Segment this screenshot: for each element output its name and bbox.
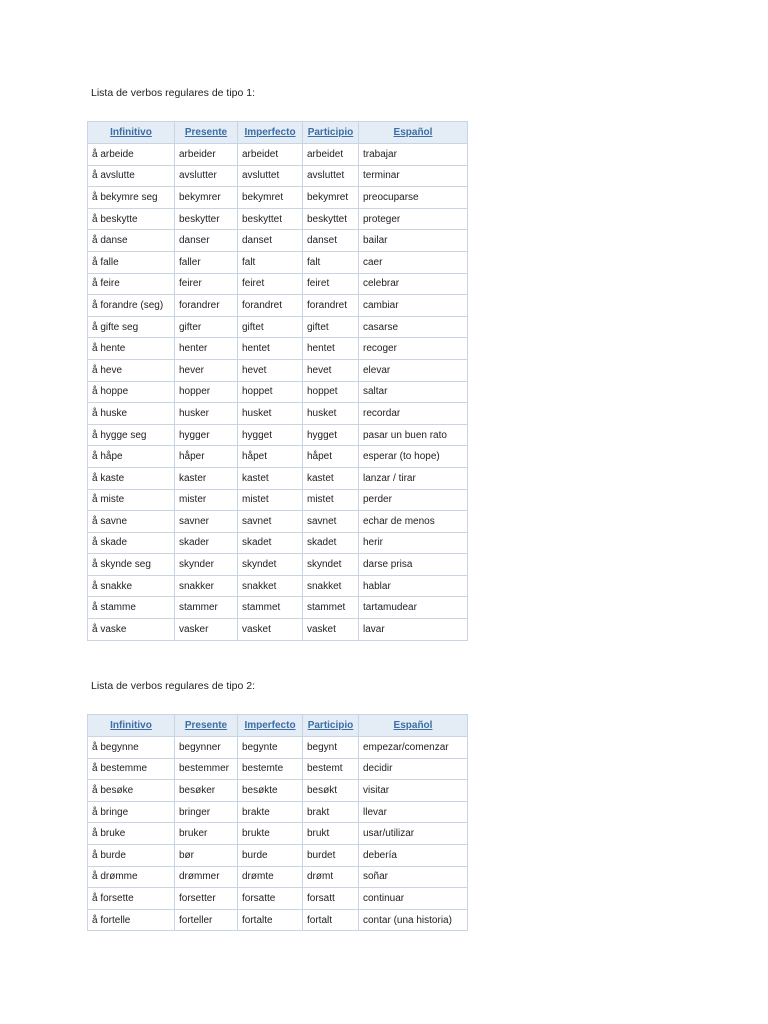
column-header-participio: Participio xyxy=(303,715,359,737)
cell-presente: skader xyxy=(175,532,238,554)
cell-participio: håpet xyxy=(303,446,359,468)
cell-infinitivo: å huske xyxy=(88,403,175,425)
cell-espanol: recordar xyxy=(359,403,468,425)
cell-espanol: proteger xyxy=(359,208,468,230)
cell-imperfecto: hoppet xyxy=(238,381,303,403)
table2-title: Lista de verbos regulares de tipo 2: xyxy=(91,680,256,692)
cell-participio: skyndet xyxy=(303,554,359,576)
cell-participio: brakt xyxy=(303,801,359,823)
cell-participio: snakket xyxy=(303,575,359,597)
cell-imperfecto: hentet xyxy=(238,338,303,360)
cell-participio: besøkt xyxy=(303,780,359,802)
cell-participio: hoppet xyxy=(303,381,359,403)
cell-espanol: preocuparse xyxy=(359,187,468,209)
cell-imperfecto: mistet xyxy=(238,489,303,511)
table-row xyxy=(88,295,468,317)
table-row xyxy=(88,144,468,166)
cell-participio: forsatt xyxy=(303,888,359,910)
cell-infinitivo: å danse xyxy=(88,230,175,252)
table-row xyxy=(88,737,468,759)
cell-participio: feiret xyxy=(303,273,359,295)
cell-espanol: celebrar xyxy=(359,273,468,295)
cell-infinitivo: å drømme xyxy=(88,866,175,888)
cell-espanol: lanzar / tirar xyxy=(359,467,468,489)
cell-participio: bestemt xyxy=(303,758,359,780)
cell-infinitivo: å snakke xyxy=(88,575,175,597)
cell-infinitivo: å forsette xyxy=(88,888,175,910)
cell-infinitivo: å miste xyxy=(88,489,175,511)
cell-espanol: visitar xyxy=(359,780,468,802)
cell-infinitivo: å hoppe xyxy=(88,381,175,403)
table-row xyxy=(88,866,468,888)
table-row xyxy=(88,251,468,273)
cell-presente: savner xyxy=(175,511,238,533)
cell-infinitivo: å vaske xyxy=(88,619,175,641)
table-row xyxy=(88,446,468,468)
table-row xyxy=(88,467,468,489)
cell-presente: forsetter xyxy=(175,888,238,910)
cell-infinitivo: å forandre (seg) xyxy=(88,295,175,317)
cell-participio: stammet xyxy=(303,597,359,619)
cell-espanol: lavar xyxy=(359,619,468,641)
cell-participio: drømt xyxy=(303,866,359,888)
cell-imperfecto: falt xyxy=(238,251,303,273)
cell-infinitivo: å stamme xyxy=(88,597,175,619)
cell-imperfecto: savnet xyxy=(238,511,303,533)
cell-imperfecto: stammet xyxy=(238,597,303,619)
cell-imperfecto: hevet xyxy=(238,359,303,381)
cell-imperfecto: håpet xyxy=(238,446,303,468)
cell-infinitivo: å fortelle xyxy=(88,909,175,931)
table-row xyxy=(88,823,468,845)
cell-imperfecto: vasket xyxy=(238,619,303,641)
cell-imperfecto: forandret xyxy=(238,295,303,317)
cell-presente: bringer xyxy=(175,801,238,823)
cell-espanol: contar (una historia) xyxy=(359,909,468,931)
column-header-imperfecto: Imperfecto xyxy=(238,715,303,737)
cell-presente: mister xyxy=(175,489,238,511)
cell-espanol: echar de menos xyxy=(359,511,468,533)
cell-presente: bør xyxy=(175,844,238,866)
cell-imperfecto: begynte xyxy=(238,737,303,759)
cell-imperfecto: avsluttet xyxy=(238,165,303,187)
cell-participio: hentet xyxy=(303,338,359,360)
cell-participio: mistet xyxy=(303,489,359,511)
cell-infinitivo: å savne xyxy=(88,511,175,533)
cell-infinitivo: å hente xyxy=(88,338,175,360)
table1-title: Lista de verbos regulares de tipo 1: xyxy=(91,87,256,99)
cell-imperfecto: beskyttet xyxy=(238,208,303,230)
cell-participio: vasket xyxy=(303,619,359,641)
cell-espanol: soñar xyxy=(359,866,468,888)
cell-participio: giftet xyxy=(303,316,359,338)
cell-presente: husker xyxy=(175,403,238,425)
cell-espanol: bailar xyxy=(359,230,468,252)
table-row xyxy=(88,359,468,381)
cell-participio: beskyttet xyxy=(303,208,359,230)
cell-imperfecto: brakte xyxy=(238,801,303,823)
cell-espanol: elevar xyxy=(359,359,468,381)
cell-espanol: llevar xyxy=(359,801,468,823)
cell-presente: bekymrer xyxy=(175,187,238,209)
cell-imperfecto: bekymret xyxy=(238,187,303,209)
cell-participio: hygget xyxy=(303,424,359,446)
cell-presente: hever xyxy=(175,359,238,381)
cell-imperfecto: skyndet xyxy=(238,554,303,576)
cell-participio: begynt xyxy=(303,737,359,759)
column-header-presente: Presente xyxy=(175,122,238,144)
cell-presente: besøker xyxy=(175,780,238,802)
cell-imperfecto: fortalte xyxy=(238,909,303,931)
table-row xyxy=(88,424,468,446)
cell-imperfecto: hygget xyxy=(238,424,303,446)
table-row xyxy=(88,532,468,554)
cell-espanol: continuar xyxy=(359,888,468,910)
cell-participio: husket xyxy=(303,403,359,425)
cell-espanol: terminar xyxy=(359,165,468,187)
cell-presente: stammer xyxy=(175,597,238,619)
table-row xyxy=(88,844,468,866)
cell-presente: skynder xyxy=(175,554,238,576)
cell-imperfecto: danset xyxy=(238,230,303,252)
cell-espanol: trabajar xyxy=(359,144,468,166)
table-row xyxy=(88,165,468,187)
cell-participio: avsluttet xyxy=(303,165,359,187)
cell-infinitivo: å beskytte xyxy=(88,208,175,230)
table-row xyxy=(88,888,468,910)
cell-presente: håper xyxy=(175,446,238,468)
cell-imperfecto: snakket xyxy=(238,575,303,597)
column-header-espanol: Español xyxy=(359,715,468,737)
cell-espanol: pasar un buen rato xyxy=(359,424,468,446)
cell-presente: henter xyxy=(175,338,238,360)
cell-infinitivo: å håpe xyxy=(88,446,175,468)
cell-presente: forandrer xyxy=(175,295,238,317)
cell-espanol: usar/utilizar xyxy=(359,823,468,845)
column-header-infinitivo: Infinitivo xyxy=(88,715,175,737)
cell-imperfecto: brukte xyxy=(238,823,303,845)
cell-presente: arbeider xyxy=(175,144,238,166)
table-row xyxy=(88,801,468,823)
cell-infinitivo: å begynne xyxy=(88,737,175,759)
cell-participio: savnet xyxy=(303,511,359,533)
cell-participio: brukt xyxy=(303,823,359,845)
table-row xyxy=(88,489,468,511)
cell-espanol: darse prisa xyxy=(359,554,468,576)
cell-espanol: recoger xyxy=(359,338,468,360)
cell-presente: faller xyxy=(175,251,238,273)
column-header-infinitivo: Infinitivo xyxy=(88,122,175,144)
column-header-participio: Participio xyxy=(303,122,359,144)
cell-presente: hopper xyxy=(175,381,238,403)
table-row xyxy=(88,511,468,533)
cell-presente: drømmer xyxy=(175,866,238,888)
column-header-presente: Presente xyxy=(175,715,238,737)
cell-espanol: esperar (to hope) xyxy=(359,446,468,468)
column-header-imperfecto: Imperfecto xyxy=(238,122,303,144)
cell-presente: avslutter xyxy=(175,165,238,187)
cell-participio: falt xyxy=(303,251,359,273)
table-row xyxy=(88,780,468,802)
table-row xyxy=(88,909,468,931)
cell-imperfecto: drømte xyxy=(238,866,303,888)
cell-participio: danset xyxy=(303,230,359,252)
cell-espanol: tartamudear xyxy=(359,597,468,619)
cell-espanol: debería xyxy=(359,844,468,866)
cell-espanol: caer xyxy=(359,251,468,273)
cell-presente: danser xyxy=(175,230,238,252)
table-row xyxy=(88,273,468,295)
table-row xyxy=(88,187,468,209)
cell-infinitivo: å bruke xyxy=(88,823,175,845)
cell-presente: hygger xyxy=(175,424,238,446)
cell-participio: burdet xyxy=(303,844,359,866)
cell-presente: forteller xyxy=(175,909,238,931)
cell-presente: begynner xyxy=(175,737,238,759)
cell-participio: kastet xyxy=(303,467,359,489)
cell-infinitivo: å bekymre seg xyxy=(88,187,175,209)
cell-infinitivo: å bestemme xyxy=(88,758,175,780)
verb-table-type-1 xyxy=(87,121,468,641)
cell-imperfecto: feiret xyxy=(238,273,303,295)
cell-presente: beskytter xyxy=(175,208,238,230)
cell-participio: forandret xyxy=(303,295,359,317)
cell-infinitivo: å besøke xyxy=(88,780,175,802)
cell-infinitivo: å kaste xyxy=(88,467,175,489)
table-row xyxy=(88,554,468,576)
cell-presente: gifter xyxy=(175,316,238,338)
cell-espanol: saltar xyxy=(359,381,468,403)
cell-participio: skadet xyxy=(303,532,359,554)
table-row xyxy=(88,575,468,597)
cell-infinitivo: å feire xyxy=(88,273,175,295)
table-row xyxy=(88,758,468,780)
cell-infinitivo: å hygge seg xyxy=(88,424,175,446)
cell-infinitivo: å bringe xyxy=(88,801,175,823)
cell-imperfecto: husket xyxy=(238,403,303,425)
cell-infinitivo: å heve xyxy=(88,359,175,381)
table-row xyxy=(88,597,468,619)
cell-espanol: empezar/comenzar xyxy=(359,737,468,759)
table-row xyxy=(88,619,468,641)
cell-imperfecto: skadet xyxy=(238,532,303,554)
table-header-row xyxy=(88,715,468,737)
cell-participio: bekymret xyxy=(303,187,359,209)
cell-imperfecto: kastet xyxy=(238,467,303,489)
cell-espanol: hablar xyxy=(359,575,468,597)
column-header-espanol: Español xyxy=(359,122,468,144)
cell-imperfecto: forsatte xyxy=(238,888,303,910)
cell-espanol: herir xyxy=(359,532,468,554)
cell-participio: hevet xyxy=(303,359,359,381)
cell-imperfecto: burde xyxy=(238,844,303,866)
table-row xyxy=(88,381,468,403)
cell-presente: kaster xyxy=(175,467,238,489)
cell-presente: snakker xyxy=(175,575,238,597)
cell-infinitivo: å skade xyxy=(88,532,175,554)
table-row xyxy=(88,316,468,338)
table-row xyxy=(88,208,468,230)
cell-infinitivo: å falle xyxy=(88,251,175,273)
cell-presente: vasker xyxy=(175,619,238,641)
cell-espanol: decidir xyxy=(359,758,468,780)
cell-presente: feirer xyxy=(175,273,238,295)
cell-infinitivo: å burde xyxy=(88,844,175,866)
cell-imperfecto: bestemte xyxy=(238,758,303,780)
table-header-row xyxy=(88,122,468,144)
cell-infinitivo: å arbeide xyxy=(88,144,175,166)
cell-espanol: perder xyxy=(359,489,468,511)
cell-espanol: cambiar xyxy=(359,295,468,317)
cell-espanol: casarse xyxy=(359,316,468,338)
table-row xyxy=(88,338,468,360)
table-row xyxy=(88,403,468,425)
cell-imperfecto: giftet xyxy=(238,316,303,338)
cell-imperfecto: arbeidet xyxy=(238,144,303,166)
cell-presente: bestemmer xyxy=(175,758,238,780)
cell-infinitivo: å avslutte xyxy=(88,165,175,187)
cell-participio: fortalt xyxy=(303,909,359,931)
cell-presente: bruker xyxy=(175,823,238,845)
cell-infinitivo: å gifte seg xyxy=(88,316,175,338)
table-row xyxy=(88,230,468,252)
cell-infinitivo: å skynde seg xyxy=(88,554,175,576)
cell-imperfecto: besøkte xyxy=(238,780,303,802)
verb-table-type-2 xyxy=(87,714,468,931)
cell-participio: arbeidet xyxy=(303,144,359,166)
